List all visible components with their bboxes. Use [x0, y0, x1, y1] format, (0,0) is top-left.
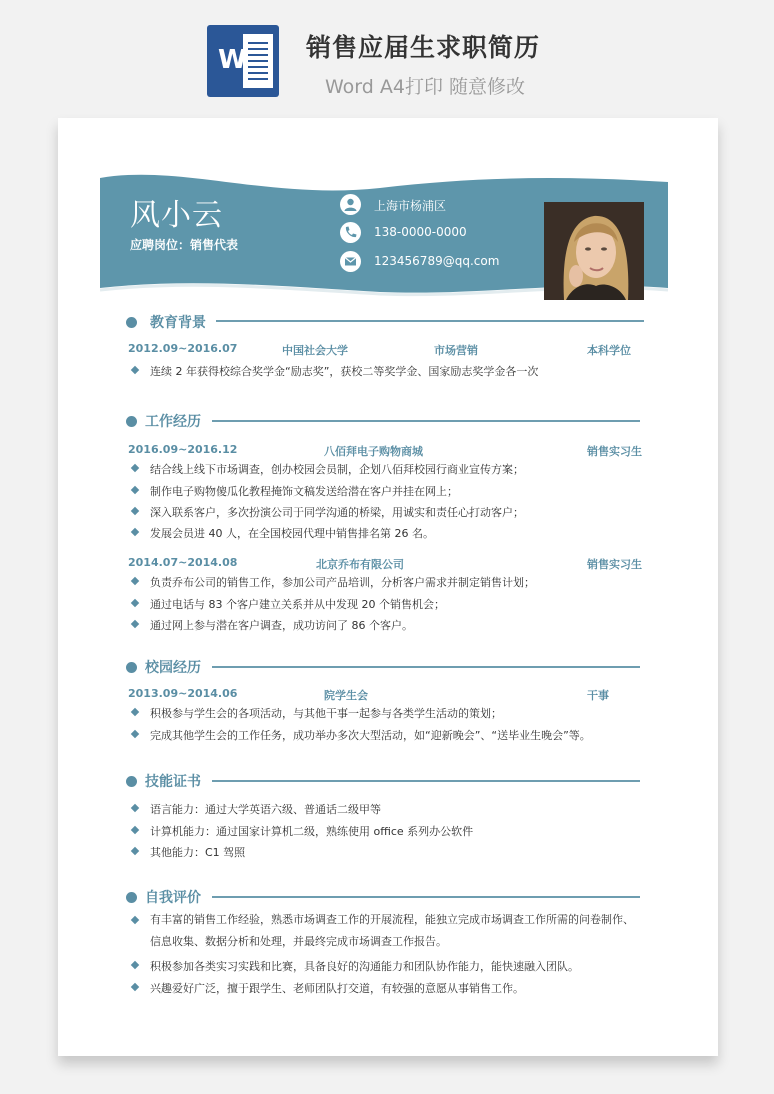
bullet-diamond-icon	[131, 486, 139, 494]
phone-icon	[340, 222, 361, 243]
job-item: 通过网上参与潜在客户调查，成功访问了 86 个客户。	[150, 617, 413, 633]
applied-position: 应聘岗位：销售代表	[130, 238, 239, 252]
campus-section-dot	[126, 662, 137, 673]
document-icon	[243, 34, 273, 88]
job-role: 销售实习生	[587, 558, 642, 571]
bullet-diamond-icon	[131, 366, 139, 374]
education-divider	[216, 320, 644, 322]
bullet-diamond-icon	[131, 577, 139, 585]
bullet-diamond-icon	[131, 983, 139, 991]
page-subtitle: Word A4打印 随意修改	[325, 76, 526, 98]
bullet-diamond-icon	[131, 464, 139, 472]
skills-section-dot	[126, 776, 137, 787]
job-period: 2016.09~2016.12	[128, 443, 238, 456]
campus-item: 积极参与学生会的各项活动，与其他干事一起参与各类学生活动的策划；	[150, 705, 502, 721]
email-text: 123456789@qq.com	[374, 254, 500, 268]
education-school: 中国社会大学	[282, 344, 348, 357]
job-item: 发展会员进 40 人，在全国校园代理中销售排名第 26 名。	[150, 525, 434, 541]
campus-role: 干事	[587, 689, 609, 702]
bullet-diamond-icon	[131, 916, 139, 924]
bullet-diamond-icon	[131, 708, 139, 716]
word-letter: W	[218, 45, 247, 75]
education-degree: 本科学位	[587, 344, 631, 357]
self-item: 兴趣爱好广泛，擅于跟学生、老师团队打交道，有较强的意愿从事销售工作。	[150, 980, 524, 996]
work-section-dot	[126, 416, 137, 427]
email-icon	[340, 251, 361, 272]
resume-page	[58, 118, 718, 1056]
candidate-name: 风小云	[130, 198, 223, 233]
job-company: 北京乔布有限公司	[316, 558, 404, 571]
page-title: 销售应届生求职简历	[306, 33, 541, 62]
self-section-dot	[126, 892, 137, 903]
phone-text: 138-0000-0000	[374, 225, 467, 239]
education-major: 市场营销	[434, 344, 478, 357]
education-section-title: 教育背景	[150, 315, 206, 331]
job-item: 深入联系客户，多次扮演公司于同学沟通的桥梁，用诚实和责任心打动客户；	[150, 504, 524, 520]
word-logo-icon	[207, 25, 279, 97]
work-divider	[212, 420, 640, 422]
self-item: 积极参加各类实习实践和比赛，具备良好的沟通能力和团队协作能力，能快速融入团队。	[150, 958, 579, 974]
bullet-diamond-icon	[131, 804, 139, 812]
bullet-diamond-icon	[131, 847, 139, 855]
job-role: 销售实习生	[587, 445, 642, 458]
education-item: 连续 2 年获得校综合奖学金“励志奖”，获校二等奖学金、国家励志奖学金各一次	[150, 363, 538, 379]
bullet-diamond-icon	[131, 961, 139, 969]
top-header	[0, 0, 774, 118]
address-text: 上海市杨浦区	[374, 199, 447, 213]
campus-divider	[212, 666, 640, 668]
job-item: 负责乔布公司的销售工作，参加公司产品培训，分析客户需求并制定销售计划；	[150, 574, 535, 590]
job-item: 结合线上线下市场调查，创办校园会员制，企划八佰拜校园行商业宣传方案；	[150, 461, 524, 477]
education-period: 2012.09~2016.07	[128, 342, 238, 355]
job-item: 制作电子购物傻瓜化教程掩饰文稿发送给潜在客户并挂在网上；	[150, 483, 458, 499]
self-item: 有丰富的销售工作经验，熟悉市场调查工作的开展流程，能独立完成市场调查工作所需的问卷制作、信息收集、数据分析和处理，并最终完成市场调查工作报告。	[150, 909, 644, 953]
skill-item: 计算机能力：通过国家计算机二级，熟练使用 office 系列办公软件	[150, 823, 473, 839]
skill-item: 语言能力：通过大学英语六级、普通话二级甲等	[150, 801, 381, 817]
self-section-title: 自我评价	[145, 890, 201, 906]
bullet-diamond-icon	[131, 826, 139, 834]
bullet-diamond-icon	[131, 528, 139, 536]
campus-item: 完成其他学生会的工作任务，成功举办多次大型活动，如“迎新晚会”、“送毕业生晚会”等。	[150, 727, 591, 743]
work-section-title: 工作经历	[145, 414, 201, 430]
bullet-diamond-icon	[131, 730, 139, 738]
location-icon	[340, 194, 361, 215]
bullet-diamond-icon	[131, 507, 139, 515]
campus-section-title: 校园经历	[145, 660, 201, 676]
profile-photo	[544, 202, 644, 300]
job-company: 八佰拜电子购物商城	[324, 445, 423, 458]
education-section-dot	[126, 317, 137, 328]
bullet-diamond-icon	[131, 599, 139, 607]
campus-period: 2013.09~2014.06	[128, 687, 238, 700]
skill-item: 其他能力：C1 驾照	[150, 844, 245, 860]
campus-org: 院学生会	[324, 689, 368, 702]
skills-section-title: 技能证书	[145, 774, 201, 790]
skills-divider	[212, 780, 640, 782]
self-divider	[212, 896, 640, 898]
bullet-diamond-icon	[131, 620, 139, 628]
job-period: 2014.07~2014.08	[128, 556, 238, 569]
job-item: 通过电话与 83 个客户建立关系并从中发现 20 个销售机会；	[150, 596, 445, 612]
